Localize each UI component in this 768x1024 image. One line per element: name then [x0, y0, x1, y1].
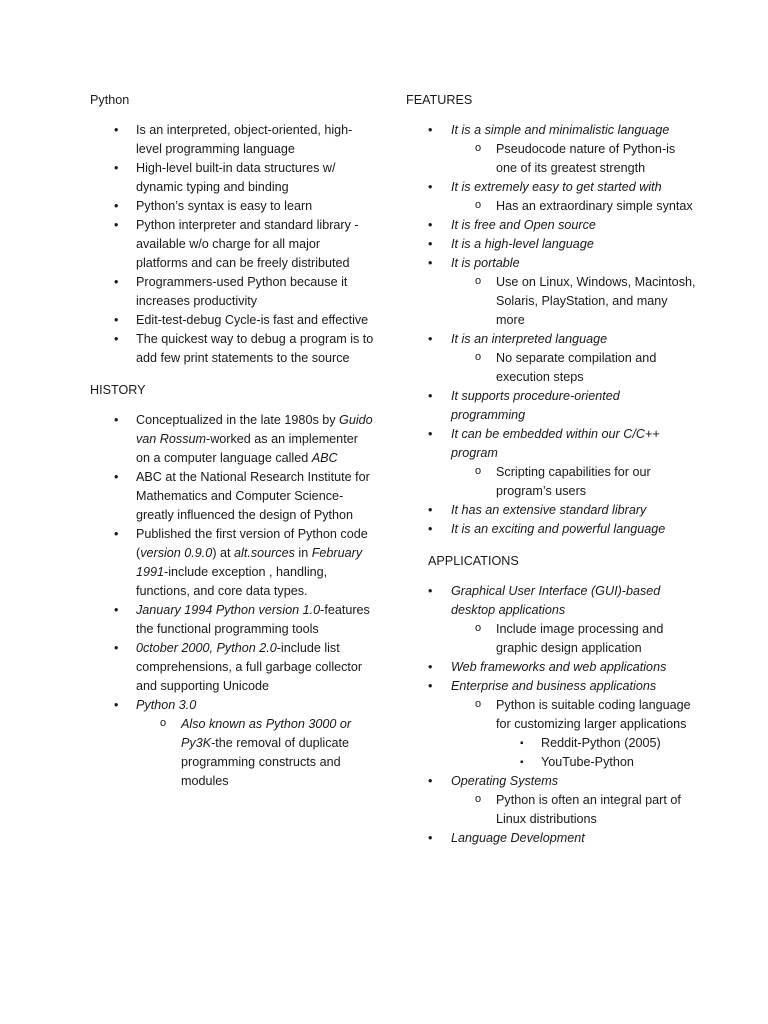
sub-list-item: [451, 791, 696, 829]
feature-item: [406, 121, 696, 178]
list-item: [90, 411, 375, 468]
feature-item-text: It is extremely easy to get started with: [451, 180, 662, 194]
italic-text: January 1994 Python version 1.0: [136, 603, 321, 617]
sub-list: [451, 463, 696, 501]
sub-list-item: o Scripting capabilities for our program’s users: [451, 463, 696, 501]
list-item: • Edit-test-debug Cycle-is fast and effective: [90, 311, 375, 330]
application-item-text: Operating Systems: [451, 774, 559, 788]
sub-list: [136, 715, 375, 791]
list-item-text: [136, 698, 196, 712]
list-item: [90, 601, 375, 639]
feature-item-text: It has an extensive standard library: [451, 503, 647, 517]
italic-text: Python 3.0: [136, 698, 197, 712]
sub-list-item: o Use on Linux, Windows, Macintosh, Solaris, PlayStation, and many more: [451, 273, 696, 330]
text-run: -features the functional programming tools: [136, 603, 370, 636]
python-heading: Python: [90, 93, 130, 107]
feature-item: [406, 425, 696, 501]
list-item: • Programmers-used Python because it increases productivity: [90, 273, 375, 311]
application-item-text: Graphical User Interface (GUI)-based desktop applications: [451, 584, 661, 617]
feature-item-text: It is a simple and minimalistic language: [451, 123, 670, 137]
features-heading: FEATURES: [406, 93, 473, 107]
sub-list: [451, 197, 696, 216]
sub-list: [451, 620, 696, 658]
sub-list: [451, 273, 696, 330]
right-column: [406, 91, 696, 861]
application-item-text: Web frameworks and web applications: [451, 660, 667, 674]
sub-list-item: o Pseudocode nature of Python-is one of its greatest strength: [451, 140, 696, 178]
feature-item: [406, 216, 696, 235]
feature-item: [406, 387, 696, 425]
text-run: -the removal of duplicate programming constructs and modules: [181, 736, 350, 788]
italic-text: ABC: [311, 451, 338, 465]
list-item: • Is an interpreted, object-oriented, high-level programming language: [90, 121, 375, 159]
feature-item: [406, 254, 696, 330]
sub-list: [451, 349, 696, 387]
feature-item-text: It is free and Open source: [451, 218, 596, 232]
sub-list-item-text: Include image processing and graphic design application: [496, 622, 664, 655]
sub-list-item-text: Python is suitable coding language for customizing larger applications: [496, 698, 691, 731]
text-run: -worked as an implementer on a computer language called: [136, 432, 358, 465]
text-run: ABC at the National Research Institute for Mathematics and Computer Science-greatly influenced the design of Python: [136, 470, 370, 522]
text-run: Conceptualized in the late 1980s by: [136, 413, 340, 427]
list-item: [90, 696, 375, 791]
sub-sub-list-item: ▪ YouTube-Python: [496, 753, 696, 772]
sub-list: [451, 791, 696, 829]
application-item: [406, 658, 696, 677]
italic-text: Also known as Python 3000 or Py3K: [181, 717, 352, 750]
text-run: -include exception , handling, functions, and core data types.: [136, 565, 328, 598]
italic-text: 0ctober 2000, Python 2.0: [136, 641, 277, 655]
left-column: [90, 91, 375, 804]
italic-text: version 0.9.0: [140, 546, 213, 560]
sub-list-item: [136, 715, 375, 791]
sub-sub-list: [496, 734, 696, 772]
feature-item-text: It is portable: [451, 256, 520, 270]
list-item: [90, 525, 375, 601]
sub-list: [451, 140, 696, 178]
sub-list-item: [451, 620, 696, 658]
applications-list: [406, 582, 696, 848]
sub-list-item: [451, 696, 696, 772]
history-list: [90, 411, 375, 791]
application-item-text: Enterprise and business applications: [451, 679, 657, 693]
text-run: in: [294, 546, 312, 560]
sub-list-item: o Has an extraordinary simple syntax: [451, 197, 696, 216]
application-item-text: Language Development: [451, 831, 585, 845]
feature-item: [406, 330, 696, 387]
sub-list-item: o No separate compilation and execution steps: [451, 349, 696, 387]
features-list: [406, 121, 696, 539]
feature-item: [406, 520, 696, 539]
italic-text: alt.sources: [234, 546, 295, 560]
text-run: Published the first version of Python code (: [136, 527, 368, 560]
feature-item-text: It supports procedure-oriented programming: [451, 389, 620, 422]
list-item: • Python’s syntax is easy to learn: [90, 197, 375, 216]
feature-item: [406, 235, 696, 254]
sub-list-item-text: Python is often an integral part of Linux distributions: [496, 793, 681, 826]
feature-item-text: It is a high-level language: [451, 237, 594, 251]
feature-item-text: It can be embedded within our C/C++ program: [451, 427, 660, 460]
list-item: • Python interpreter and standard library -available w/o charge for all major platforms and can be freely distributed: [90, 216, 375, 273]
text-run: -include list comprehensions, a full garbage collector and supporting Unicode: [136, 641, 363, 693]
history-heading: HISTORY: [90, 383, 146, 397]
application-item: [406, 829, 696, 848]
list-item: [90, 639, 375, 696]
application-item: [406, 582, 696, 658]
application-item: [406, 677, 696, 772]
python-list: [90, 121, 375, 368]
text-run: ) at: [212, 546, 235, 560]
applications-heading: APPLICATIONS: [428, 554, 519, 568]
list-item: • The quickest way to debug a program is to add few print statements to the source: [90, 330, 375, 368]
italic-text: February 1991: [136, 546, 363, 579]
feature-item-text: It is an interpreted language: [451, 332, 608, 346]
application-item: [406, 772, 696, 829]
feature-item: [406, 501, 696, 520]
list-item: • High-level built-in data structures w/ dynamic typing and binding: [90, 159, 375, 197]
feature-item: [406, 178, 696, 216]
sub-list: [451, 696, 696, 772]
italic-text: Guido van Rossum: [136, 413, 373, 446]
sub-sub-list-item: ▪ Reddit-Python (2005): [496, 734, 696, 753]
feature-item-text: It is an exciting and powerful language: [451, 522, 666, 536]
list-item: [90, 468, 375, 525]
